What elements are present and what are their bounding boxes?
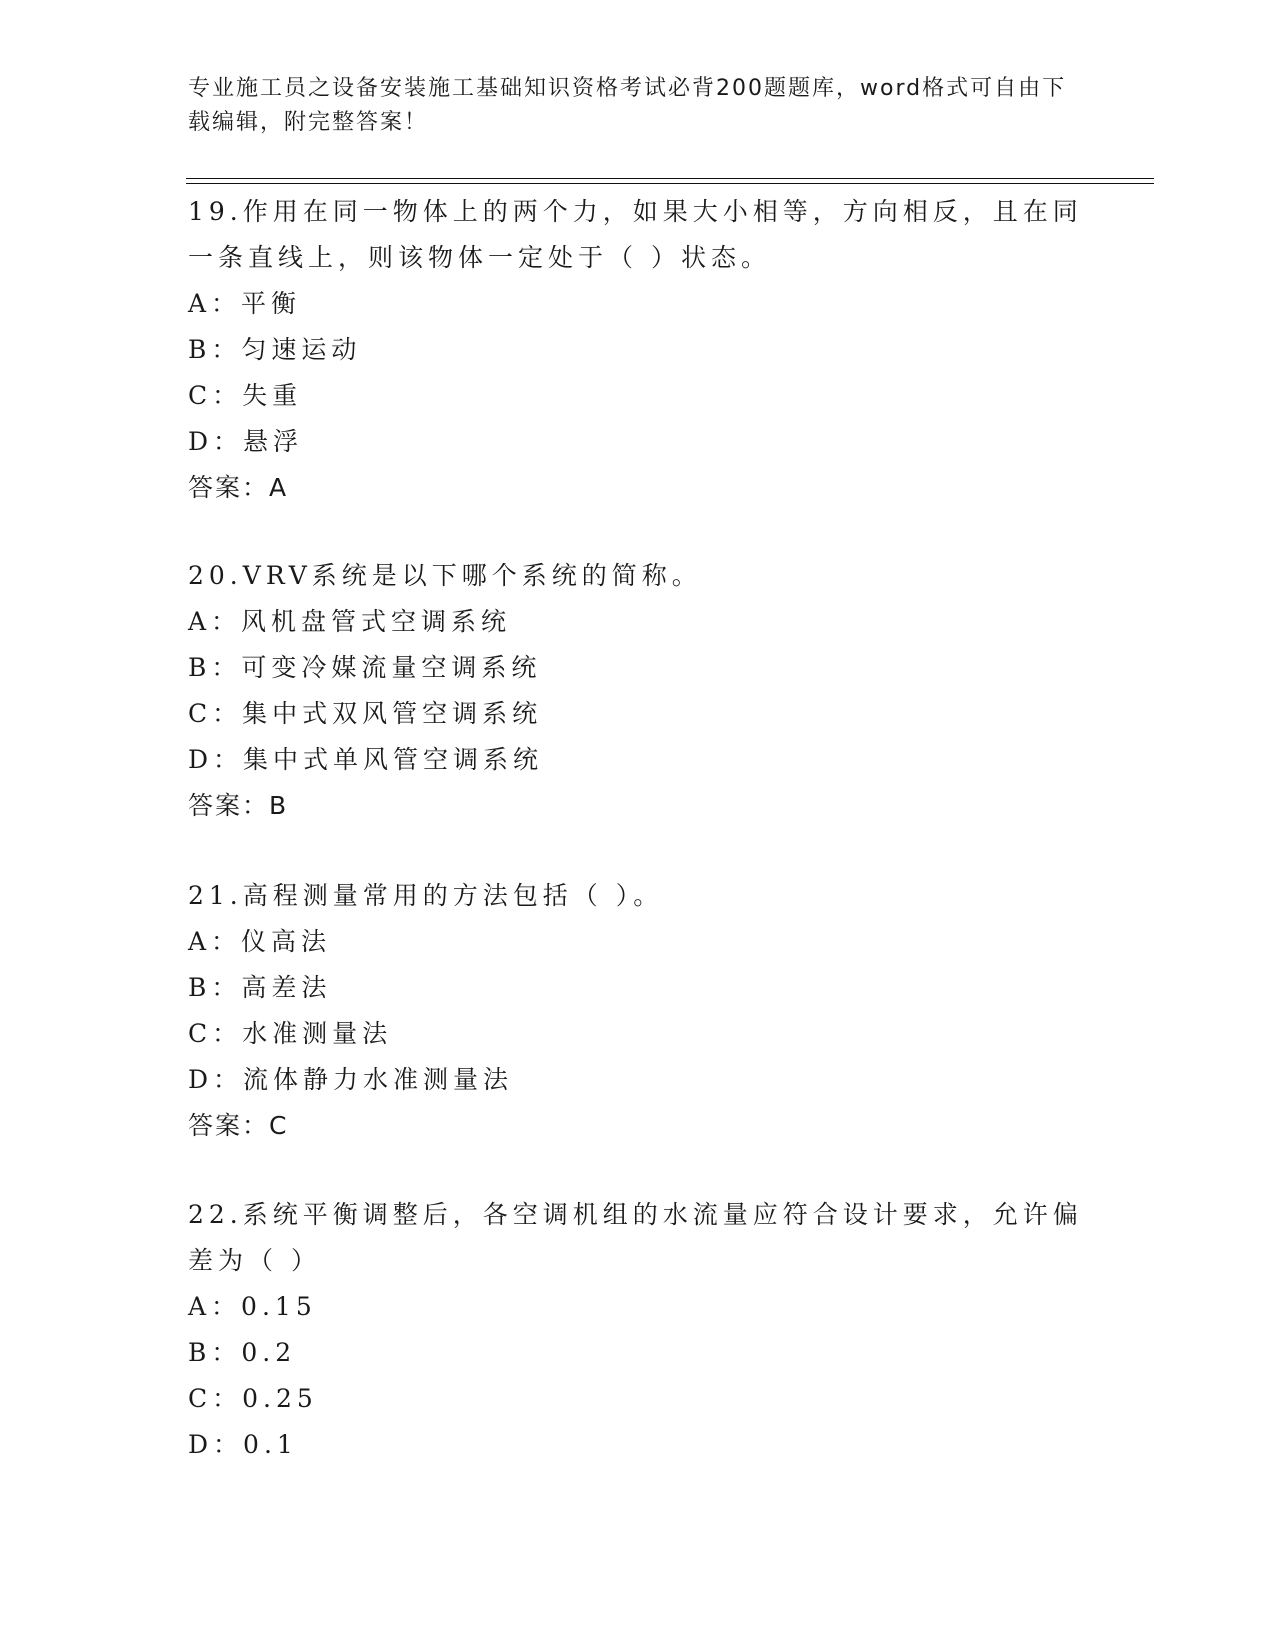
question-22 bbox=[188, 1192, 1088, 1468]
question-19 bbox=[188, 189, 1088, 511]
option-c: C：水准测量法 bbox=[188, 1019, 393, 1048]
option-b: B：可变冷媒流量空调系统 bbox=[188, 653, 542, 682]
option-b: B：0.2 bbox=[188, 1338, 297, 1367]
question-20 bbox=[188, 553, 1088, 829]
header-divider-bottom bbox=[186, 183, 1154, 184]
header-divider-top bbox=[186, 178, 1154, 179]
option-a: A：0.15 bbox=[188, 1292, 317, 1321]
option-b: B：匀速运动 bbox=[188, 335, 362, 364]
option-a: A：平衡 bbox=[188, 289, 302, 318]
option-b: B：高差法 bbox=[188, 973, 332, 1002]
option-d: D：悬浮 bbox=[188, 427, 304, 456]
option-c: C：0.25 bbox=[188, 1384, 318, 1413]
option-d: D：0.1 bbox=[188, 1430, 298, 1459]
question-stem: 19.作用在同一物体上的两个力，如果大小相等，方向相反，且在同一条直线上，则该物体一定处于（ ）状态。 bbox=[188, 197, 1083, 272]
answer-line: 答案：B bbox=[188, 791, 289, 820]
question-stem: 20.VRV系统是以下哪个系统的简称。 bbox=[188, 561, 702, 590]
question-21 bbox=[188, 873, 1088, 1149]
answer-line: 答案：A bbox=[188, 473, 289, 502]
option-c: C：失重 bbox=[188, 381, 303, 410]
answer-line: 答案：C bbox=[188, 1111, 289, 1140]
option-c: C：集中式双风管空调系统 bbox=[188, 699, 543, 728]
option-d: D：集中式单风管空调系统 bbox=[188, 745, 544, 774]
document-header: 专业施工员之设备安装施工基础知识资格考试必背200题题库，word格式可自由下载编辑，附完整答案！ bbox=[188, 76, 1067, 135]
question-stem: 21.高程测量常用的方法包括（ ）。 bbox=[188, 881, 664, 910]
option-a: A：仪高法 bbox=[188, 927, 332, 956]
option-d: D：流体静力水准测量法 bbox=[188, 1065, 514, 1094]
question-stem: 22.系统平衡调整后，各空调机组的水流量应符合设计要求，允许偏差为（ ） bbox=[188, 1200, 1083, 1275]
option-a: A：风机盘管式空调系统 bbox=[188, 607, 512, 636]
